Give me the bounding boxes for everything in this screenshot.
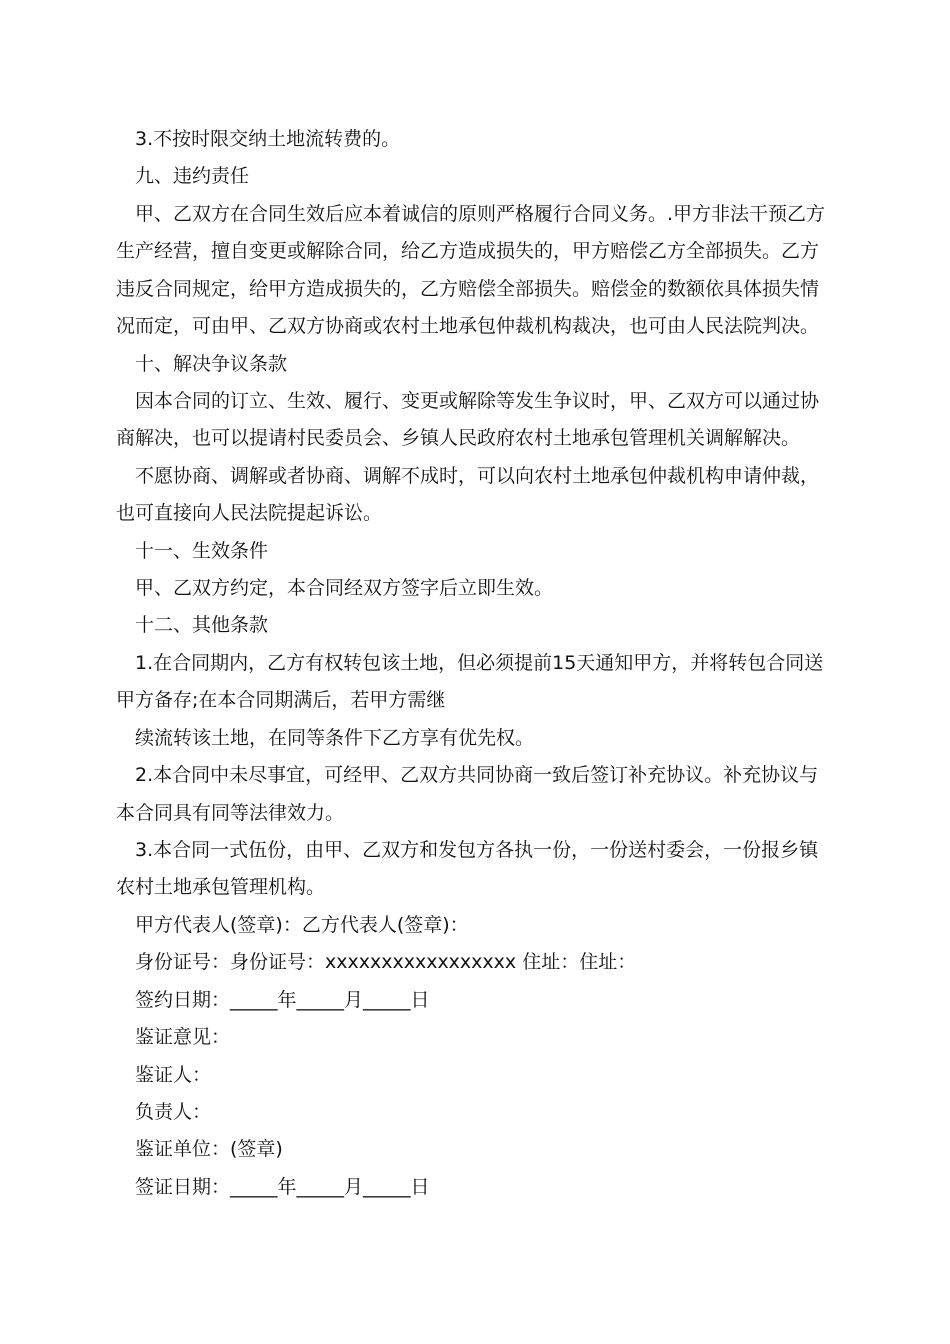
- verification-unit-field: 鉴证单位：(签章): [135, 1138, 283, 1160]
- paragraph-line: 生产经营，擅自变更或解除合同，给乙方造成损失的，甲方赔偿乙方全部损失。乙方: [116, 240, 820, 262]
- verification-opinion-field: 鉴证意见：: [135, 1026, 231, 1048]
- clause-12-item-3: 3.本合同一式伍份，由甲、乙双方和发包方各执一份，一份送村委会，一份报乡镇: [135, 839, 819, 861]
- section-heading-9: 九、违约责任: [135, 165, 250, 187]
- paragraph-line: 农村土地承包管理机构。: [116, 876, 326, 898]
- paragraph-line: 甲方备存;在本合同期满后，若甲方需继: [116, 689, 446, 711]
- clause-9-item-3: 3.不按时限交纳土地流转费的。: [135, 128, 401, 150]
- paragraph-line: 不愿协商、调解或者协商、调解不成时，可以向农村土地承包仲裁机构申请仲裁，: [135, 465, 820, 487]
- paragraph-line: 商解决，也可以提请村民委员会、乡镇人民政府农村土地承包管理机关调解解决。: [116, 427, 801, 449]
- paragraph-line: 也可直接向人民法院提起诉讼。: [116, 502, 383, 524]
- clause-12-item-1: 1.在合同期内，乙方有权转包该土地，但必须提前15天通知甲方，并将转包合同送: [135, 652, 824, 674]
- section-heading-10: 十、解决争议条款: [135, 353, 288, 375]
- section-heading-11: 十一、生效条件: [135, 540, 269, 562]
- verifier-field: 鉴证人：: [135, 1064, 212, 1086]
- clause-12-item-2: 2.本合同中未尽事宜，可经甲、乙双方共同协商一致后签订补充协议。补充协议与: [135, 764, 819, 786]
- signing-date-field: 签约日期：_____年_____月_____日: [135, 989, 430, 1011]
- responsible-person-field: 负责人：: [135, 1101, 212, 1123]
- paragraph-line: 本合同具有同等法律效力。: [116, 802, 345, 824]
- paragraph-line: 因本合同的订立、生效、履行、变更或解除等发生争议时，甲、乙双方可以通过协: [135, 390, 820, 412]
- id-number-field: 身份证号：身份证号：xxxxxxxxxxxxxxxxx 住址：住址：: [135, 951, 637, 973]
- verification-date-field: 签证日期：_____年_____月_____日: [135, 1176, 430, 1198]
- paragraph-line: 甲、乙双方约定，本合同经双方签字后立即生效。: [135, 577, 554, 599]
- signature-representatives: 甲方代表人(签章)：乙方代表人(签章)：: [135, 914, 469, 936]
- paragraph-line: 甲、乙双方在合同生效后应本着诚信的原则严格履行合同义务。.甲方非法干预乙方: [135, 203, 826, 225]
- paragraph-line: 违反合同规定，给甲方造成损失的，乙方赔偿全部损失。赔偿金的数额依具体损失情: [116, 278, 820, 300]
- section-heading-12: 十二、其他条款: [135, 614, 269, 636]
- paragraph-line: 况而定，可由甲、乙双方协商或农村土地承包仲裁机构裁决，也可由人民法院判决。: [116, 315, 820, 337]
- paragraph-line: 续流转该土地，在同等条件下乙方享有优先权。: [135, 727, 535, 749]
